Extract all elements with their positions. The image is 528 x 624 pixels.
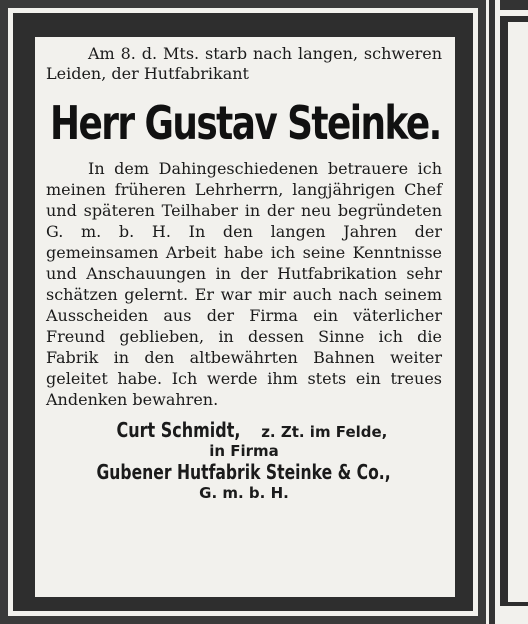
company-suffix: G. m. b. H. [199, 484, 289, 502]
adjacent-frame [500, 16, 528, 606]
obituary-notice [46, 44, 442, 502]
notice-lead [46, 44, 442, 84]
adjacent-column-border [486, 0, 528, 624]
column-rule-top [500, 0, 528, 10]
company-line [46, 460, 442, 484]
notice-body: In dem Dahingeschiedenen betrauere ich meinen früheren Lehrherrn, langjährigen Chef und späteren Teilhaber in der neu begründeten G. m. b. H. In den langen Jahren der gemeinsamen Arbeit habe ich seine Kenntnisse und Anschauungen in der Hutfabrikation sehr schätzen gelernt. Er war mir auch nach seinem Ausscheiden aus der Firma ein väterlicher Freund geblieben, in dessen Sinne ich die Fabrik in den altbewährten Bahnen weiter geleitet habe. Ich werde ihm stets ein treues Andenken bewahren. [46, 159, 442, 409]
signer-note: z. Zt. im Felde, [261, 423, 388, 441]
signer-line [46, 418, 442, 442]
column-rule [489, 0, 495, 624]
firm-prefix: in Firma [209, 442, 279, 460]
signer-name: Curt Schmidt, [116, 418, 241, 442]
lead-text: Am 8. d. Mts. starb nach langen, schweren Leiden, der Hutfabrikant [46, 44, 442, 83]
signature-block [46, 418, 442, 502]
company-name: Gubener Hutfabrik Steinke & Co., [96, 460, 392, 484]
deceased-name: Herr Gustav Steinke. [50, 96, 441, 150]
